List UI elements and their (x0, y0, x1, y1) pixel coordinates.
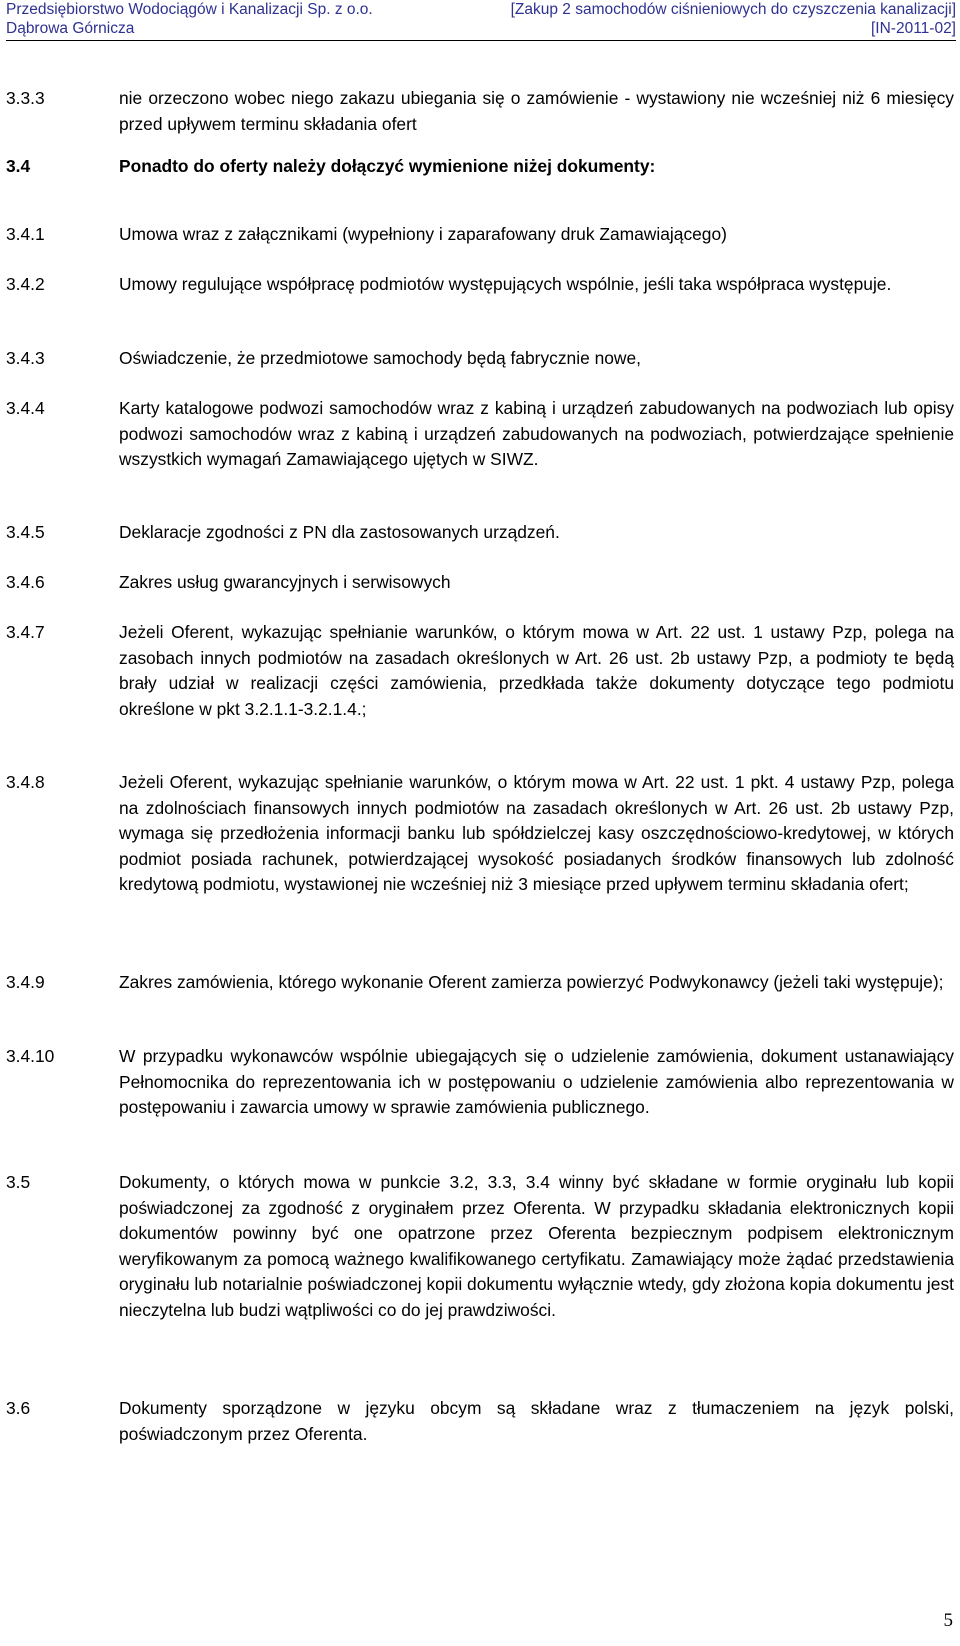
item-text: Ponadto do oferty należy dołączyć wymienione niżej dokumenty: (119, 156, 656, 176)
header-city: Dąbrowa Górnicza (6, 20, 135, 37)
item-text: Jeżeli Oferent, wykazując spełnianie warunków, o którym mowa w Art. 22 ust. 1 ustawy Pzp, polega na zasobach innych podmiotów na zasadach określonych w Art. 26 ust. 2b ustawy Pzp, a podmioty te będą brały udział w realizacji części zamówienia, przedkłada także dokumenty dotyczące tego podmiotu określone w pkt 3.2.1.1-3.2.1.4.; (119, 622, 954, 719)
item-number: 3.4.1 (6, 224, 45, 244)
item-text: Zakres usług gwarancyjnych i serwisowych (119, 572, 451, 592)
item-text: Umowy regulujące współpracę podmiotów występujących wspólnie, jeśli taka współpraca występuje. (119, 274, 892, 294)
item-number: 3.4.8 (6, 772, 45, 792)
item-text: Zakres zamówienia, którego wykonanie Oferent zamierza powierzyć Podwykonawcy (jeżeli taki występuje); (119, 972, 944, 992)
item-text: Jeżeli Oferent, wykazując spełnianie warunków, o którym mowa w Art. 22 ust. 1 pkt. 4 ustawy Pzp, polega na zdolnościach finansowych innych podmiotów na zasadach określonych w Art. 26 ust. 2b ustawy Pzp, wymaga się przedłożenia informacji banku lub spółdzielczej kasy oszczędnościowo-kredytowej, w których podmiot posiada rachunek, potwierdzającej wysokość posiadanych środków finansowych lub zdolność kredytową podmiotu, wystawionej nie wcześniej niż 3 miesiące przed upływem terminu składania ofert; (119, 772, 954, 895)
item-text: Deklaracje zgodności z PN dla zastosowanych urządzeń. (119, 522, 560, 542)
item-number: 3.6 (6, 1398, 31, 1418)
item-number: 3.4 (6, 156, 31, 176)
header-right (511, 0, 956, 38)
item-number: 3.4.7 (6, 622, 45, 642)
header-tender-id: [IN-2011-02] (870, 20, 956, 37)
page-number: 5 (943, 1610, 953, 1631)
item-number: 3.4.2 (6, 274, 45, 294)
page-header (6, 0, 956, 41)
item-text: Dokumenty sporządzone w języku obcym są składane wraz z tłumaczeniem na język polski, poświadczonym przez Oferenta. (119, 1398, 954, 1444)
item-text: Karty katalogowe podwozi samochodów wraz z kabiną i urządzeń zabudowanych na podwoziach lub opisy podwozi samochodów wraz z kabiną i urządzeń zabudowanych na podwoziach, potwierdzające spełnienie wszystkich wymagań Zamawiającego ujętych w SIWZ. (119, 398, 954, 470)
header-left (6, 0, 373, 38)
item-text: W przypadku wykonawców wspólnie ubiegających się o udzielenie zamówienia, dokument ustanawiający Pełnomocnika do reprezentowania ich w postępowaniu o udzielenie zamówienia albo reprezentowania w postępowaniu i zawarcia umowy w sprawie zamówienia publicznego. (119, 1046, 954, 1118)
item-text: Dokumenty, o których mowa w punkcie 3.2, 3.3, 3.4 winny być składane w formie oryginału lub kopii poświadczonej za zgodność z oryginałem przez Oferenta. W przypadku składania elektronicznych kopii dokumentów powinny być one opatrzone przez Oferenta bezpiecznym podpisem elektronicznym weryfikowanym za pomocą ważnego kwalifikowanego certyfikatu. Zamawiający może żądać przedstawienia oryginału lub notarialnie poświadczonej kopii dokumentu wyłącznie wtedy, gdy złożona kopia dokumentu jest nieczytelna lub budzi wątpliwości co do jej prawdziwości. (119, 1172, 954, 1320)
item-number: 3.3.3 (6, 88, 45, 108)
item-number: 3.4.4 (6, 398, 45, 418)
item-number: 3.4.6 (6, 572, 45, 592)
item-number: 3.4.3 (6, 348, 45, 368)
item-text: Oświadczenie, że przedmiotowe samochody będą fabrycznie nowe, (119, 348, 641, 368)
item-text: nie orzeczono wobec niego zakazu ubiegania się o zamówienie - wystawiony nie wcześniej niż 6 miesięcy przed upływem terminu składania ofert (119, 88, 954, 134)
header-company: Przedsiębiorstwo Wodociągów i Kanalizacji Sp. z o.o. (6, 1, 373, 18)
item-number: 3.4.9 (6, 972, 45, 992)
item-number: 3.5 (6, 1172, 31, 1192)
header-tender-title: [Zakup 2 samochodów ciśnieniowych do czyszczenia kanalizacji] (510, 1, 956, 18)
item-text: Umowa wraz z załącznikami (wypełniony i zaparafowany druk Zamawiającego) (119, 224, 727, 244)
item-number: 3.4.10 (6, 1046, 55, 1066)
item-number: 3.4.5 (6, 522, 45, 542)
